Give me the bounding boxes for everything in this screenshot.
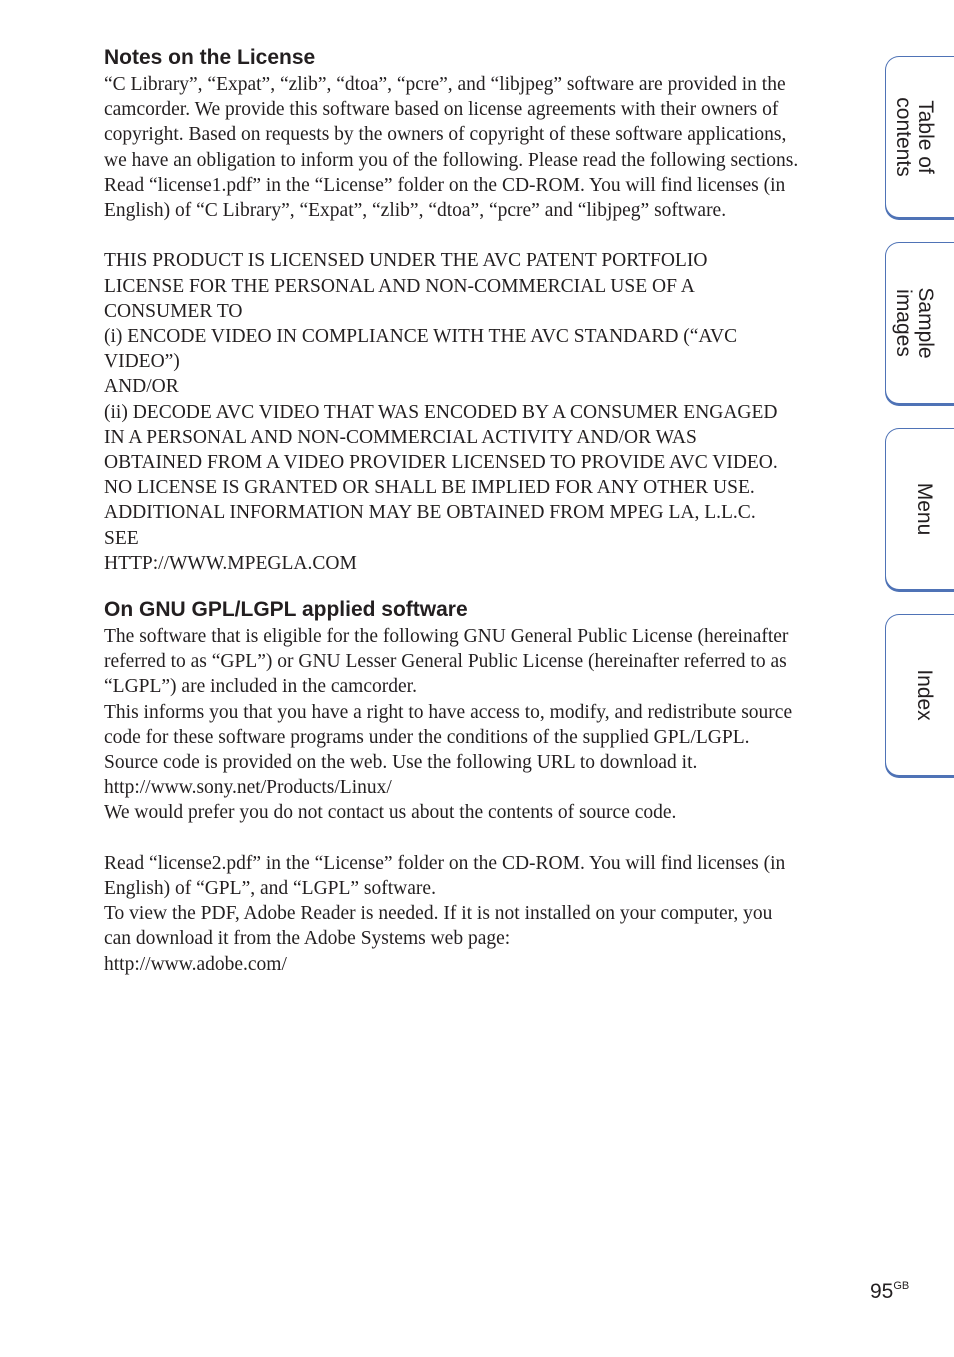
gpl-heading: On GNU GPL/LGPL applied software [104,598,468,622]
tab-table-of-contents-label [892,97,936,176]
text-line: THIS PRODUCT IS LICENSED UNDER THE AVC PATENT PORTFOLIO [104,250,708,272]
tab-table-of-contents[interactable] [885,56,954,218]
text-line: To view the PDF, Adobe Reader is needed. If it is not installed on your computer, you [104,903,773,925]
text-line: camcorder. We provide this software based on license agreements with their owners of [104,99,779,121]
page-number-suffix: GB [893,1280,910,1292]
text-line: referred to as “GPL”) or GNU Lesser General Public License (hereinafter referred to as [104,651,787,673]
text-line: English) of “C Library”, “Expat”, “zlib”, “dtoa”, “pcre” and “libjpeg” software. [104,200,727,222]
page-number [870,1280,909,1304]
text-line: AND/OR [104,376,179,398]
text-line: Read “license1.pdf” in the “License” folder on the CD-ROM. You will find licenses (in [104,174,786,196]
tab-menu-label [913,483,935,536]
text-line: SEE [104,527,139,549]
paragraph-spacer [104,223,854,248]
tab-sample-images-label [892,287,936,358]
text-line: “LGPL”) are included in the camcorder. [104,676,417,698]
tab-label-line: contents [891,97,915,177]
text-line: (ii) DECODE AVC VIDEO THAT WAS ENCODED BY A CONSUMER ENGAGED [104,401,778,423]
text-line: “C Library”, “Expat”, “zlib”, “dtoa”, “pcre”, and “libjpeg” software are provided in the [104,74,786,95]
text-line: This informs you that you have a right to have access to, modify, and redistribute source [104,701,793,723]
text-line: OBTAINED FROM A VIDEO PROVIDER LICENSED TO PROVIDE AVC VIDEO. [104,452,778,474]
text-line: Source code is provided on the web. Use the following URL to download it. [104,752,698,774]
text-line: English) of “GPL”, and “LGPL” software. [104,878,436,900]
text-line: VIDEO”) [104,351,180,373]
gpl-license-pdf-paragraph [104,851,854,977]
sony-linux-url: http://www.sony.net/Products/Linux/ [104,777,392,799]
avc-license-notice [104,248,854,576]
adobe-url: http://www.adobe.com/ [104,953,287,975]
text-line: ADDITIONAL INFORMATION MAY BE OBTAINED FROM MPEG LA, L.L.C. [104,502,756,524]
text-line: we have an obligation to inform you of the following. Please read the following sections. [104,149,799,171]
license-notes-heading: Notes on the License [104,46,316,69]
text-line: We would prefer you do not contact us about the contents of source code. [104,802,677,824]
text-line: LICENSE FOR THE PERSONAL AND NON-COMMERCIAL USE OF A [104,275,695,297]
text-line: Read “license2.pdf” in the “License” folder on the CD-ROM. You will find licenses (in [104,852,786,874]
tab-label-line: images [891,289,915,357]
tab-label-line: Sample [913,287,937,359]
license-notes-paragraph [104,72,854,223]
gpl-paragraph [104,624,854,826]
text-line: CONSUMER TO [104,300,243,322]
text-line: IN A PERSONAL AND NON-COMMERCIAL ACTIVITY AND/OR WAS [104,426,697,448]
page-number-value: 95 [870,1280,894,1303]
text-line: NO LICENSE IS GRANTED OR SHALL BE IMPLIED FOR ANY OTHER USE. [104,477,755,499]
mpegla-url: HTTP://WWW.MPEGLA.COM [104,552,357,574]
tab-index[interactable] [885,614,954,776]
text-line: copyright. Based on requests by the owners of copyright of these software applications, [104,124,787,146]
tab-label-line: Table of [913,100,937,174]
page-content [104,44,854,977]
tab-label-line: Menu [912,482,936,536]
text-line: can download it from the Adobe Systems web page: [104,928,511,950]
paragraph-spacer [104,826,854,851]
tab-label-line: Index [912,669,936,721]
tab-sample-images[interactable] [885,242,954,404]
tab-index-label [913,669,935,720]
text-line: (i) ENCODE VIDEO IN COMPLIANCE WITH THE AVC STANDARD (“AVC [104,326,738,348]
tab-menu[interactable] [885,428,954,590]
text-line: code for these software programs under the conditions of the supplied GPL/LGPL. [104,726,750,748]
text-line: The software that is eligible for the following GNU General Public License (hereinafter [104,626,789,648]
